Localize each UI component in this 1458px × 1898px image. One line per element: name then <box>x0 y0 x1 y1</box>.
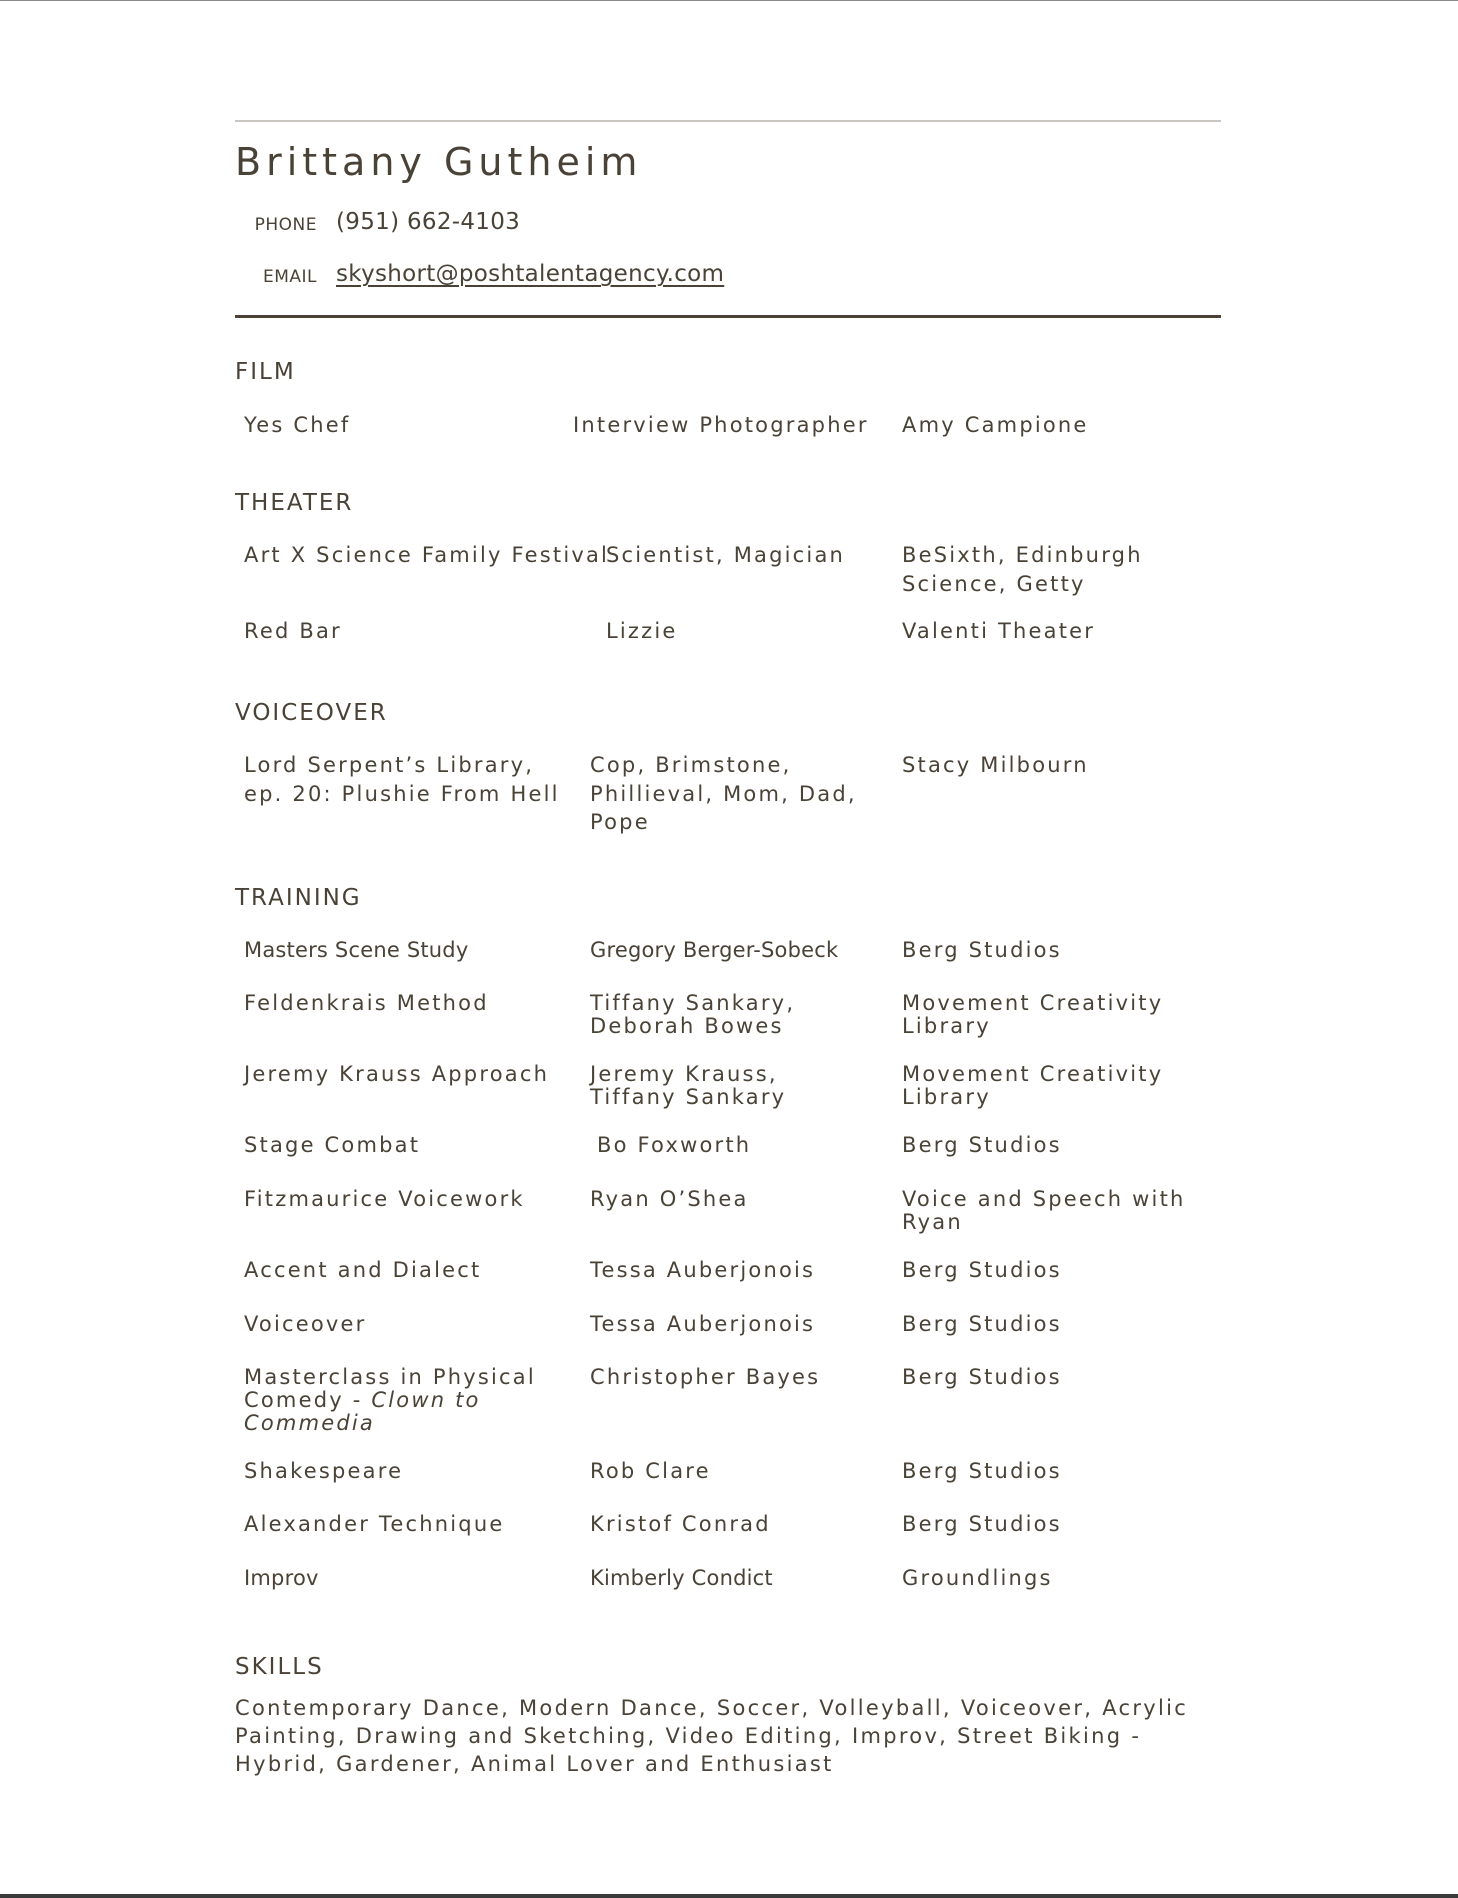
training-course: Fitzmaurice Voicework <box>244 1187 525 1211</box>
film-director: Amy Campione <box>902 413 1089 437</box>
theater-title: Art X Science Family Festival <box>244 543 610 567</box>
section-heading-theater: THEATER <box>235 490 354 516</box>
voiceover-title-line1: Lord Serpent’s Library, <box>244 753 535 777</box>
voiceover-director: Stacy Milbourn <box>902 753 1089 777</box>
training-place: Berg Studios <box>902 938 1062 962</box>
training-place: Berg Studios <box>902 1133 1062 1157</box>
training-course-line3: Commedia <box>244 1411 375 1435</box>
training-teacher-line1: Tiffany Sankary, <box>590 991 796 1015</box>
training-place-line1: Voice and Speech with <box>902 1187 1186 1211</box>
header-top-rule <box>235 120 1221 122</box>
training-teacher: Tessa Auberjonois <box>590 1312 816 1336</box>
email-label: EMAIL <box>262 267 317 287</box>
training-place: Groundlings <box>902 1566 1053 1590</box>
skills-text: Contemporary Dance, Modern Dance, Soccer, Volleyball, Voiceover, Acrylic Painting, Drawing and Sketching, Video Editing, Improv, Street Biking - Hybrid, Gardener, Animal Lover and Enthusiast <box>235 1696 1189 1776</box>
training-course: Stage Combat <box>244 1133 421 1157</box>
training-place-line2: Library <box>902 1014 991 1038</box>
theater-role: Scientist, Magician <box>606 543 846 567</box>
phone-value: (951) 662-4103 <box>336 209 521 235</box>
section-heading-skills: SKILLS <box>235 1654 324 1680</box>
training-teacher: Kristof Conrad <box>590 1512 771 1536</box>
film-role: Interview Photographer <box>573 413 869 437</box>
theater-role: Lizzie <box>606 619 678 643</box>
resume-name: Brittany Gutheim <box>235 140 643 184</box>
voiceover-role-line2: Phillieval, Mom, Dad, <box>590 782 857 806</box>
training-place-line2: Library <box>902 1085 991 1109</box>
theater-title: Red Bar <box>244 619 342 643</box>
training-teacher-line2: Tiffany Sankary <box>590 1085 787 1109</box>
training-place: Berg Studios <box>902 1459 1062 1483</box>
email-link[interactable]: skyshort@poshtalentagency.com <box>336 261 725 287</box>
training-course: Jeremy Krauss Approach <box>244 1062 550 1086</box>
phone-label: PHONE <box>254 215 317 235</box>
theater-company: Valenti Theater <box>902 619 1096 643</box>
theater-company-line2: Science, Getty <box>902 572 1086 596</box>
training-place: Berg Studios <box>902 1312 1062 1336</box>
training-teacher: Bo Foxworth <box>597 1133 752 1157</box>
training-teacher: Gregory Berger-Sobeck <box>590 938 839 962</box>
training-place: Berg Studios <box>902 1512 1062 1536</box>
page-bottom-border <box>0 1894 1458 1898</box>
training-course: Masters Scene Study <box>244 938 469 962</box>
training-teacher: Ryan O’Shea <box>590 1187 749 1211</box>
training-place-line1: Movement Creativity <box>902 991 1164 1015</box>
training-teacher-line1: Jeremy Krauss, <box>590 1062 778 1086</box>
training-place-line2: Ryan <box>902 1210 963 1234</box>
training-course: Accent and Dialect <box>244 1258 482 1282</box>
theater-company-line1: BeSixth, Edinburgh <box>902 543 1143 567</box>
section-heading-voiceover: VOICEOVER <box>235 700 388 726</box>
training-course: Alexander Technique <box>244 1512 505 1536</box>
training-course: Feldenkrais Method <box>244 991 489 1015</box>
training-course: Voiceover <box>244 1312 367 1336</box>
section-heading-film: FILM <box>235 359 296 385</box>
training-course-line1: Masterclass in Physical <box>244 1365 536 1389</box>
training-place: Berg Studios <box>902 1258 1062 1282</box>
voiceover-role-line1: Cop, Brimstone, <box>590 753 792 777</box>
training-course: Shakespeare <box>244 1459 404 1483</box>
training-course: Improv <box>244 1566 319 1590</box>
training-teacher: Tessa Auberjonois <box>590 1258 816 1282</box>
header-bottom-rule <box>235 315 1221 318</box>
training-teacher: Kimberly Condict <box>590 1566 773 1590</box>
training-teacher-line2: Deborah Bowes <box>590 1014 784 1038</box>
training-place: Berg Studios <box>902 1365 1062 1389</box>
page-top-border <box>0 0 1458 1</box>
training-place-line1: Movement Creativity <box>902 1062 1164 1086</box>
film-title: Yes Chef <box>244 413 351 437</box>
voiceover-role-line3: Pope <box>590 810 650 834</box>
section-heading-training: TRAINING <box>235 885 362 911</box>
training-teacher: Christopher Bayes <box>590 1365 821 1389</box>
voiceover-title-line2: ep. 20: Plushie From Hell <box>244 782 560 806</box>
training-course-line2: Comedy - Clown to <box>244 1388 481 1412</box>
training-teacher: Rob Clare <box>590 1459 711 1483</box>
